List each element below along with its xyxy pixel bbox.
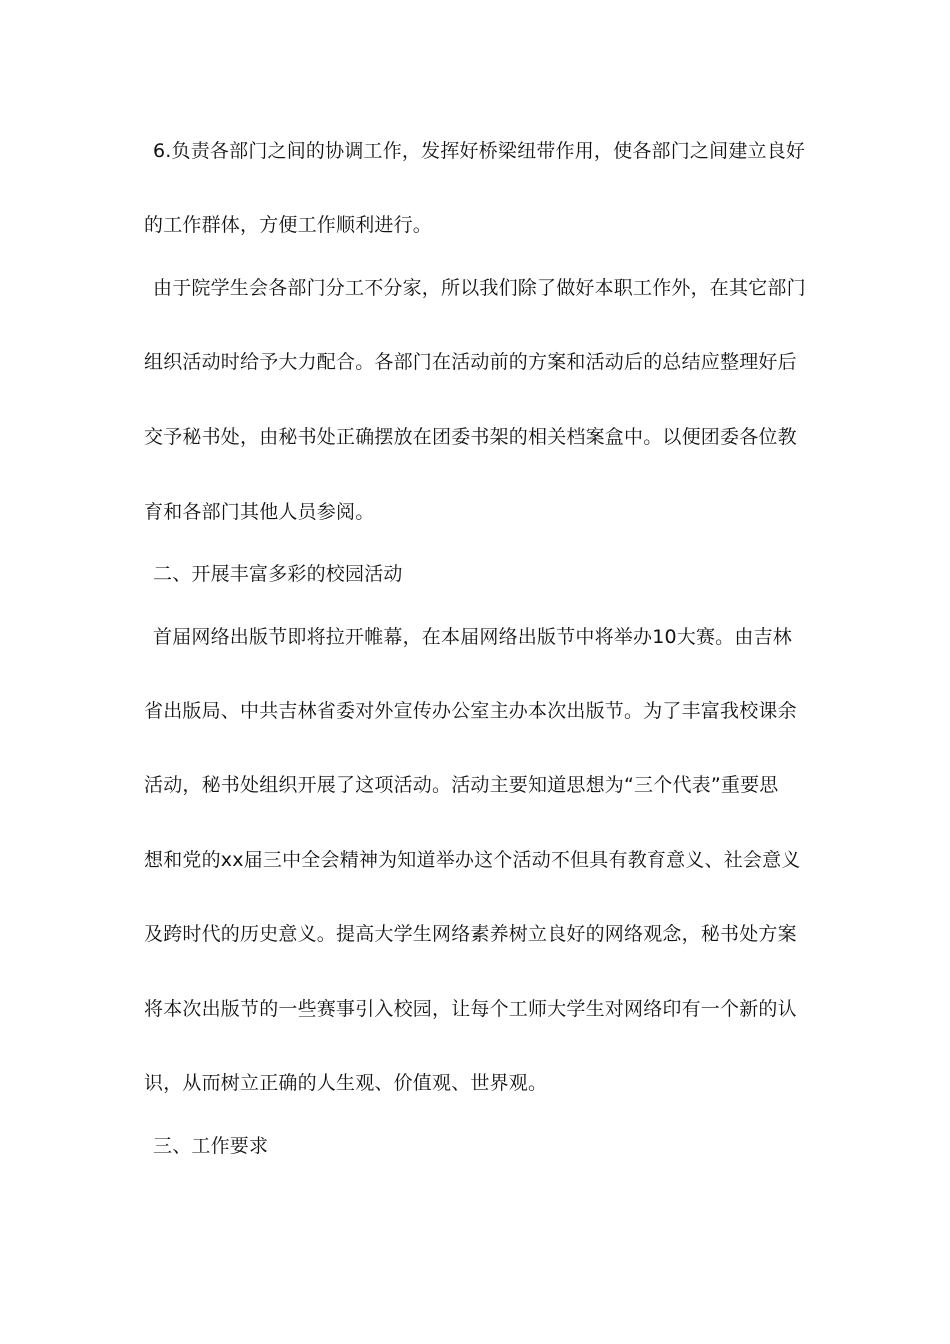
paragraph-line: 活动，秘书处组织开展了这项活动。活动主要知道思想为“三个代表”重要思 — [144, 774, 779, 796]
section-heading: 三、工作要求 — [153, 1135, 269, 1157]
paragraph-line: 育和各部门其他人员参阅。 — [144, 501, 375, 523]
paragraph-line: 想和党的xx届三中全会精神为知道举办这个活动不但具有教育意义、社会意义 — [144, 849, 801, 871]
paragraph-line: 首届网络出版节即将拉开帷幕，在本届网络出版节中将举办10大赛。由吉林 — [153, 626, 792, 648]
paragraph-line: 将本次出版节的一些赛事引入校园，让每个工师大学生对网络印有一个新的认 — [144, 998, 797, 1020]
section-heading: 二、开展丰富多彩的校园活动 — [153, 563, 403, 585]
paragraph-line: 由于院学生会各部门分工不分家，所以我们除了做好本职工作外，在其它部门 — [153, 277, 806, 299]
paragraph-line: 交予秘书处，由秘书处正确摆放在团委书架的相关档案盒中。以便团委各位教 — [144, 426, 797, 448]
paragraph-line: 识，从而树立正确的人生观、价值观、世界观。 — [144, 1072, 548, 1094]
paragraph-line: 及跨时代的历史意义。提高大学生网络素养树立良好的网络观念，秘书处方案 — [144, 923, 797, 945]
paragraph-line: 的工作群体，方便工作顺利进行。 — [144, 214, 433, 236]
paragraph-line: 6.负责各部门之间的协调工作，发挥好桥梁纽带作用，使各部门之间建立良好 — [153, 140, 806, 162]
paragraph-line: 省出版局、中共吉林省委对外宣传办公室主办本次出版节。为了丰富我校课余 — [144, 700, 797, 722]
paragraph-line: 组织活动时给予大力配合。各部门在活动前的方案和活动后的总结应整理好后 — [144, 351, 797, 373]
